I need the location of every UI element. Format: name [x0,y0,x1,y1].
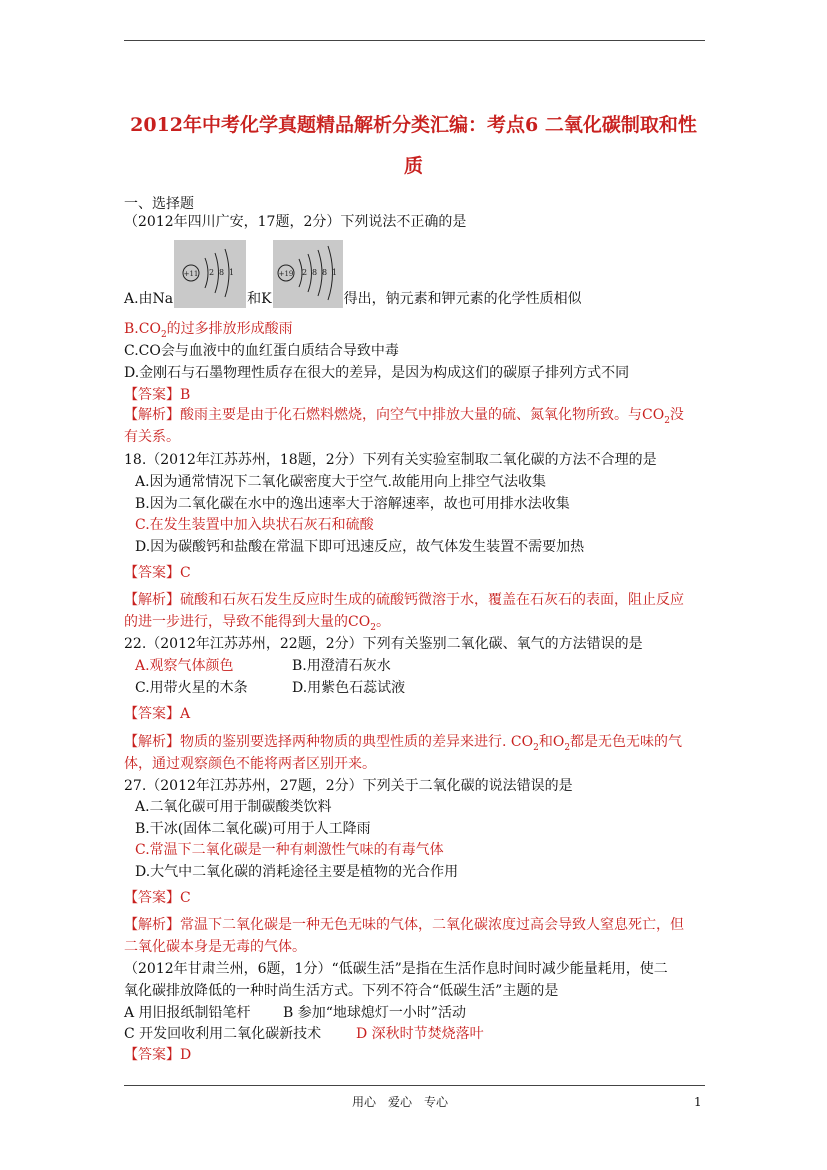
svg-text:1: 1 [229,268,235,277]
q1-option-b: $B.CO_2$的过多排放形成酸雨 [124,321,293,340]
q1-stem: （2012年四川广安，17题，2分）下列说法不正确的是 [124,214,467,230]
q5-option-a: A 用旧报纸制铅笔杆 [124,1005,251,1021]
q5-stem-line2: 氧化碳排放降低的一种时尚生活方式。下列不符合“低碳生活”主题的是 [124,983,559,999]
q1-option-c: C.CO会与血液中的血红蛋白质结合导致中毒 [124,343,399,359]
q1-explanation: 【解析】酸雨主要是由于化石燃料燃烧，向空气中排放大量的硫、氮氧化物所致。与$CO_2$没 [124,407,684,426]
q1-answer: 【答案】B [124,387,191,403]
q4-answer: 【答案】C [124,890,191,906]
na-nucleus-label: +11 [183,270,199,278]
q4-option-b: B.干冰(固体二氧化碳)可用于人工降雨 [135,821,371,837]
sodium-atom-structure-image [174,240,246,308]
svg-text:2: 2 [209,268,215,277]
q2-answer: 【答案】C [124,565,191,581]
q5-option-d: D 深秋时节焚烧落叶 [356,1026,484,1042]
q2-option-c: C.在发生装置中加入块状石灰石和硫酸 [135,517,374,533]
q5-stem: （2012年甘肃兰州，6题，1分）“低碳生活”是指在生活作息时间时减少能量耗用，使二 [124,961,668,977]
q2-explanation: 【解析】硫酸和石灰石发生反应时生成的硫酸钙微溶于水，覆盖在石灰石的表面，阻止反应 [124,592,684,608]
q2-explanation-line2: 的进一步进行，导致不能得到大量的$CO_2$。 [124,614,390,633]
q3-explanation: 【解析】物质的鉴别要选择两种物质的典型性质的差异来进行. $CO_2$和$O_2$都是无色无味的气 [124,734,683,753]
q1-a-mid: 和K [247,291,272,307]
q2-stem: 18.（2012年江苏苏州，18题，2分）下列有关实验室制取二氧化碳的方法不合理的是 [124,452,657,468]
q3-stem: 22.（2012年江苏苏州，22题，2分）下列有关鉴别二氧化碳、氧气的方法错误的是 [124,636,643,652]
q3-explanation-line2: 体，通过观察颜色不能将两者区别开来。 [124,756,376,772]
q5-option-b: B 参加“地球熄灯一小时”活动 [283,1005,467,1021]
q2-option-b: B.因为二氧化碳在水中的逸出速率大于溶解速率，故也可用排水法收集 [135,496,570,512]
q1-a-post: 得出，钠元素和钾元素的化学性质相似 [343,291,582,307]
k-nucleus-label: +19 [278,270,294,278]
svg-text:8: 8 [311,268,317,277]
q4-option-a: A.二氧化碳可用于制碳酸类饮料 [135,799,332,815]
svg-text:8: 8 [219,268,225,277]
page-title-line2: 质 [403,155,423,177]
svg-text:2: 2 [301,268,307,277]
potassium-atom-structure-image [273,240,343,308]
q4-option-c: C.常温下二氧化碳是一种有刺激性气味的有毒气体 [135,842,444,858]
svg-text:8: 8 [321,268,327,277]
footer-rule [124,1085,705,1086]
section-heading: 一、选择题 [124,196,194,212]
q3-option-b: B.用澄清石灰水 [292,658,391,674]
q3-answer: 【答案】A [124,706,191,722]
q3-option-c: C.用带火星的木条 [135,680,248,696]
q4-option-d: D.大气中二氧化碳的消耗途径主要是植物的光合作用 [135,864,459,880]
q3-option-d: D.用紫色石蕊试液 [292,680,406,696]
page-number: 1 [694,1095,702,1109]
q5-option-c: C 开发回收利用二氧化碳新技术 [124,1026,322,1042]
q4-explanation-line2: 二氧化碳本身是无毒的气体。 [124,939,306,955]
q2-option-d: D.因为碳酸钙和盐酸在常温下即可迅速反应，故气体发生装置不需要加热 [135,539,585,555]
header-rule [124,40,705,41]
q1-option-a [124,240,582,308]
page-title: 2012年中考化学真题精品解析分类汇编：考点6 二氧化碳制取和性 [130,114,697,136]
q1-explanation-line2: 有关系。 [124,429,180,445]
q1-a-pre: A.由Na [124,291,174,307]
q5-answer: 【答案】D [124,1047,192,1063]
svg-text:1: 1 [331,268,337,277]
q3-option-a: A.观察气体颜色 [135,658,234,674]
q4-explanation: 【解析】常温下二氧化碳是一种无色无味的气体，二氧化碳浓度过高会导致人窒息死亡，但 [124,917,684,933]
q1-option-d: D.金刚石与石墨物理性质存在很大的差异，是因为构成这们的碳原子排列方式不同 [124,365,630,381]
q2-option-a: A.因为通常情况下二氧化碳密度大于空气.故能用向上排空气法收集 [135,474,547,490]
q4-stem: 27.（2012年江苏苏州，27题，2分）下列关于二氧化碳的说法错误的是 [124,778,573,794]
footer-slogan: 用心 爱心 专心 [352,1095,449,1109]
